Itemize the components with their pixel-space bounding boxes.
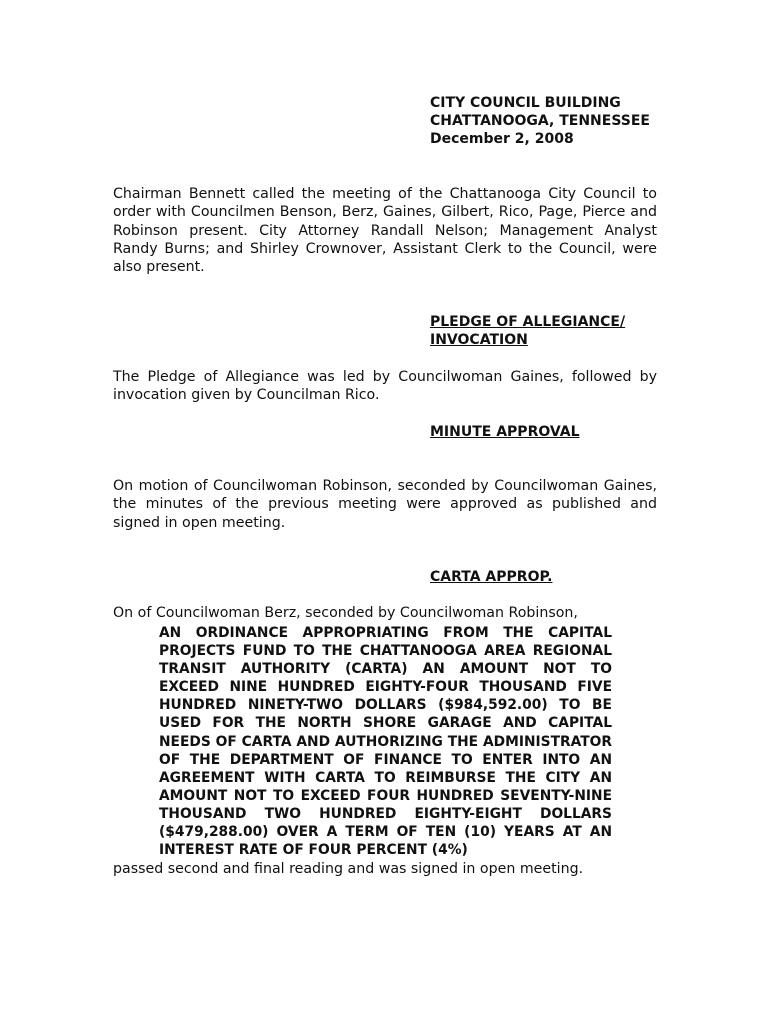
pledge-paragraph: The Pledge of Allegiance was led by Councilwoman Gaines, followed by invocation given by Councilman Rico. — [113, 369, 657, 404]
minute-approval-paragraph: On motion of Councilwoman Robinson, seconded by Councilwoman Gaines, the minutes of the previous meeting were approved as published and signed in open meeting. — [113, 478, 657, 531]
pledge-heading-line1: PLEDGE OF ALLEGIANCE/ — [430, 314, 626, 330]
carta-ordinance: AN ORDINANCE APPROPRIATING FROM THE CAPITAL PROJECTS FUND TO THE CHATTANOOGA AREA REGIONAL TRANSIT AUTHORITY (CARTA) AN AMOUNT NOT TO EXCEED NINE HUNDRED EIGHTY-FOUR THOUSAND FIVE HUNDRED NINETY-TWO DOLLARS ($984,592.00) TO BE USED FOR THE NORTH SHORE GARAGE AND CAPITAL NEEDS OF CARTA AND AUTHORIZING THE ADMINISTRATOR OF THE DEPARTMENT OF FINANCE TO ENTER INTO AN AGREEMENT WITH CARTA TO REIMBURSE THE CITY AN AMOUNT NOT TO EXCEED FOUR HUNDRED SEVENTY-NINE THOUSAND TWO HUNDRED EIGHTY-EIGHT DOLLARS ($479,288.00) OVER A TERM OF TEN (10) YEARS AT AN INTEREST RATE OF FOUR PERCENT (4%) — [159, 625, 612, 859]
header-city: CHATTANOOGA, TENNESSEE — [430, 113, 650, 130]
minute-approval-heading: MINUTE APPROVAL — [430, 424, 580, 440]
pledge-heading-line2: INVOCATION — [430, 332, 528, 349]
pledge-heading — [430, 313, 625, 349]
carta-result: passed second and final reading and was signed in open meeting. — [113, 861, 584, 877]
header-date: December 2, 2008 — [430, 131, 574, 148]
call-to-order-paragraph: Chairman Bennett called the meeting of the Chattanooga City Council to order with Councilmen Benson, Berz, Gaines, Gilbert, Rico, Page, Pierce and Robinson present. City Attorney Randall Nelson; Management Analyst Randy Burns; and Shirley Crownover, Assistant Clerk to the Council, were also present. — [113, 186, 657, 276]
carta-motion: On of Councilwoman Berz, seconded by Councilwoman Robinson, — [113, 605, 578, 621]
document-header — [430, 94, 650, 149]
carta-heading: CARTA APPROP. — [430, 569, 553, 585]
header-building: CITY COUNCIL BUILDING — [430, 95, 621, 111]
